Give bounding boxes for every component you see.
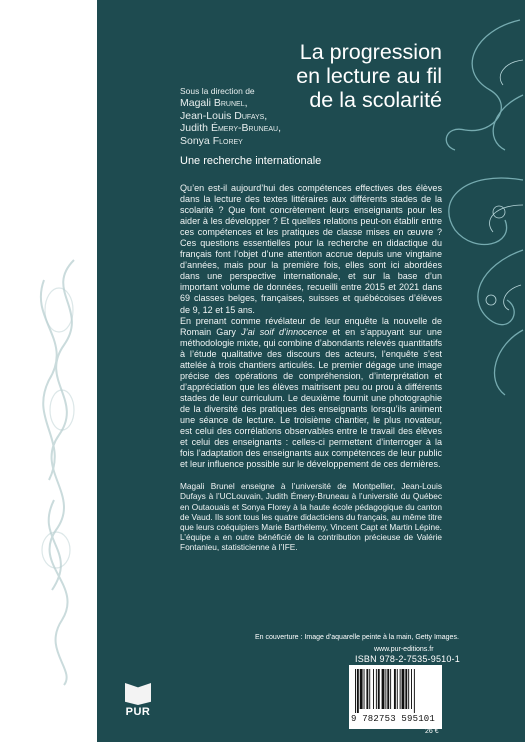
publisher-logo-text: PUR: [125, 706, 151, 718]
barcode-digits: 9 782753 595101: [351, 714, 436, 724]
price: 26 €: [425, 728, 439, 735]
barcode: [349, 665, 442, 729]
book-icon: [125, 683, 151, 705]
vertical-handwriting-ornament: [4, 250, 96, 690]
blurb-paragraph: En prenant comme révélateur de leur enquête la nouvelle de Romain Gary J’ai soif d’innocence et en s’appuyant sur une méthodologie mixte, qui combine d’abondants relevés quantitatifs à l’étude qualitative des discours des acteurs, l’enquête s’est attelée à trois chantiers articulés. Le premier dégage une image précise des opérations de compréhension, d’interprétation et d’appréciation que les élèves maitrisent peu ou prou à différents stades de leur curriculum. Le deuxième fournit une photographie de la diversité des pratiques des enseignants lorsqu’ils animent une séance de lecture. Le troisième chantier, le plus novateur, est celui des corrélations observables entre le travail des élèves et celui des enseignants : celles-ci permettent d’interroger à la fois l’adaptation des enseignants aux compétences de leur public et leur influence possible sur le développement de ces dernières.: [180, 315, 443, 470]
publisher-url: www.pur-editions.fr: [374, 646, 434, 653]
cover-credit: En couverture : Image d’aquarelle peinte à la main, Getty Images.: [255, 634, 459, 641]
editors-intro: Sous la direction de: [180, 86, 255, 96]
title-line: en lecture au fil: [296, 64, 442, 88]
editor-name: Jean-Louis Dufays,: [180, 109, 268, 122]
subtitle: Une recherche internationale: [180, 155, 322, 167]
blurb-paragraph: Qu’en est-il aujourd’hui des compétences effectives des élèves dans la lecture des textes littéraires aux différents stades de la scolarité ? Que font concrètement leurs enseignants pour les aider à les développer ? Et quelles relations peut-on établir entre ces compétences et les pratiques de classe mises en œuvre ? Ces questions essentielles pour la recherche en didactique du français font l’objet d’une attention accrue depuis une vingtaine d’années, mais pour la première fois, elles sont ici abordées dans une perspective internationale, et sur la base d’un important volume de données, recueilli entre 2015 et 2021 dans 69 classes belges, françaises, suisses et québécoises d’élèves de 9, 12 et 15 ans.: [180, 183, 442, 315]
blurb: [180, 183, 442, 553]
isbn: ISBN 978-2-7535-9510-1: [355, 654, 460, 664]
editor-name: Sonya Florey: [180, 134, 243, 147]
barcode-bars: [353, 669, 438, 713]
publisher-logo: [125, 683, 151, 723]
editors-block: [180, 86, 281, 147]
editor-name: Judith Émery-Bruneau,: [180, 122, 282, 134]
authors-paragraph: Magali Brunel enseigne à l’université de Montpellier, Jean-Louis Dufays à l’UCLouvain, Judith Émery-Bruneau à l’université du Québec en Outaouais et Sonya Florey à la haute école pédagogique du canton de Vaud. Ils sont tous les quatre didacticiens du français, au même titre que leurs coéquipiers Marie Barthélemy, Vincent Capt et Martin Lépine. L’équipe a en outre bénéficié de la contribution précieuse de Valérie Fontanieu, statisticienne à l’IFE.: [180, 481, 442, 553]
editor-name: Magali Brunel,: [180, 97, 248, 109]
title-line: La progression: [299, 40, 442, 64]
title-line: de la scolarité: [309, 88, 442, 112]
